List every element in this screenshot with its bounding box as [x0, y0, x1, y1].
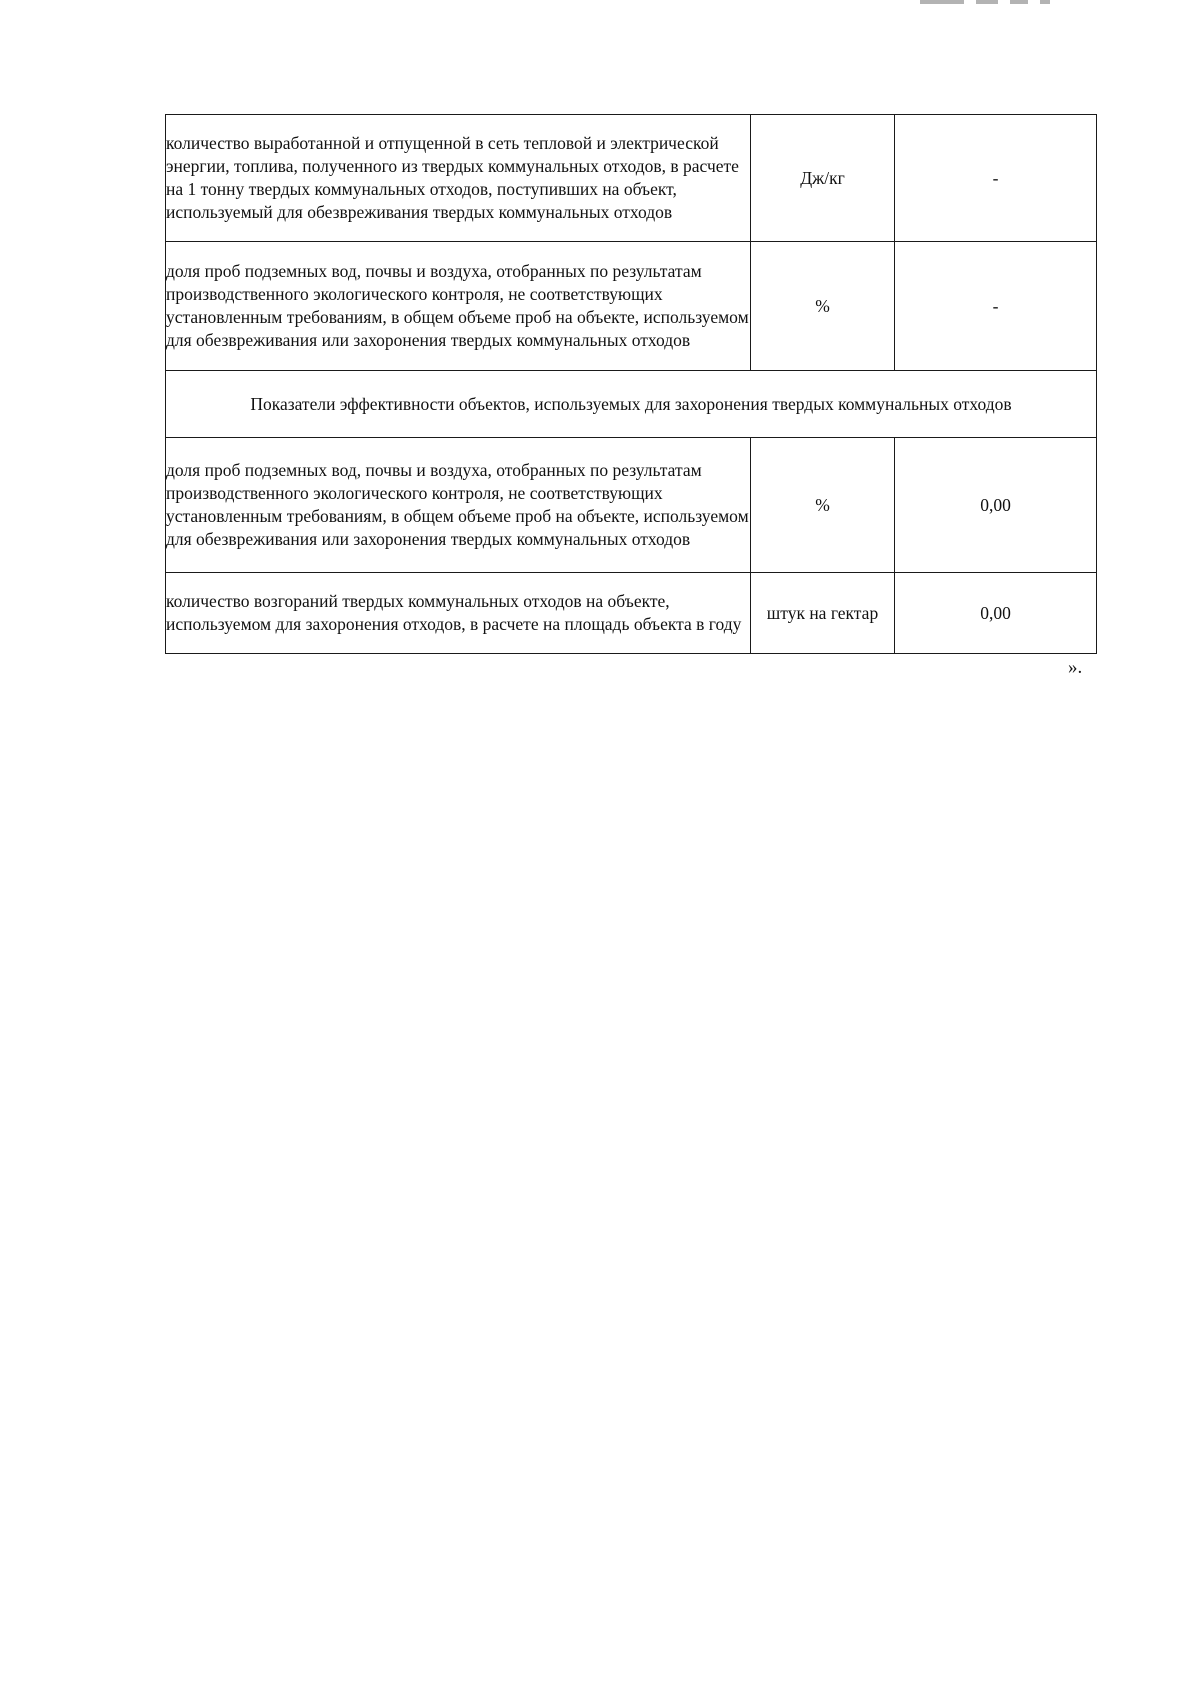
row-unit: Дж/кг: [751, 115, 895, 242]
table-row: [166, 438, 1097, 573]
row-unit: %: [751, 438, 895, 573]
row-unit: %: [751, 242, 895, 371]
row-value: 0,00: [895, 573, 1097, 654]
section-heading-row: [166, 371, 1097, 438]
row-value: 0,00: [895, 438, 1097, 573]
section-heading: Показатели эффективности объектов, используемых для захоронения твердых коммунальных отходов: [166, 371, 1097, 438]
row-description: доля проб подземных вод, почвы и воздуха, отобранных по результатам производственного экологического контроля, не соответствующих установленным требованиям, в общем объеме проб на объекте, используемом для обезвреживания или захоронения твердых коммунальных отходов: [166, 438, 751, 573]
table-row: [166, 115, 1097, 242]
row-unit: штук на гектар: [751, 573, 895, 654]
table-row: [166, 573, 1097, 654]
row-value: -: [895, 115, 1097, 242]
row-description: количество возгораний твердых коммунальных отходов на объекте, используемом для захоронения отходов, в расчете на площадь объекта в году: [166, 573, 751, 654]
scan-corner-artifact: [920, 0, 1130, 8]
row-value: -: [895, 242, 1097, 371]
closing-quote-mark: ».: [1068, 657, 1083, 678]
indicators-table: [165, 114, 1097, 654]
row-description: доля проб подземных вод, почвы и воздуха, отобранных по результатам производственного экологического контроля, не соответствующих установленным требованиям, в общем объеме проб на объекте, используемом для обезвреживания или захоронения твердых коммунальных отходов: [166, 242, 751, 371]
row-description: количество выработанной и отпущенной в сеть тепловой и электрической энергии, топлива, полученного из твердых коммунальных отходов, в расчете на 1 тонну твердых коммунальных отходов, поступивших на объект, используемый для обезвреживания твердых коммунальных отходов: [166, 115, 751, 242]
table-row: [166, 242, 1097, 371]
